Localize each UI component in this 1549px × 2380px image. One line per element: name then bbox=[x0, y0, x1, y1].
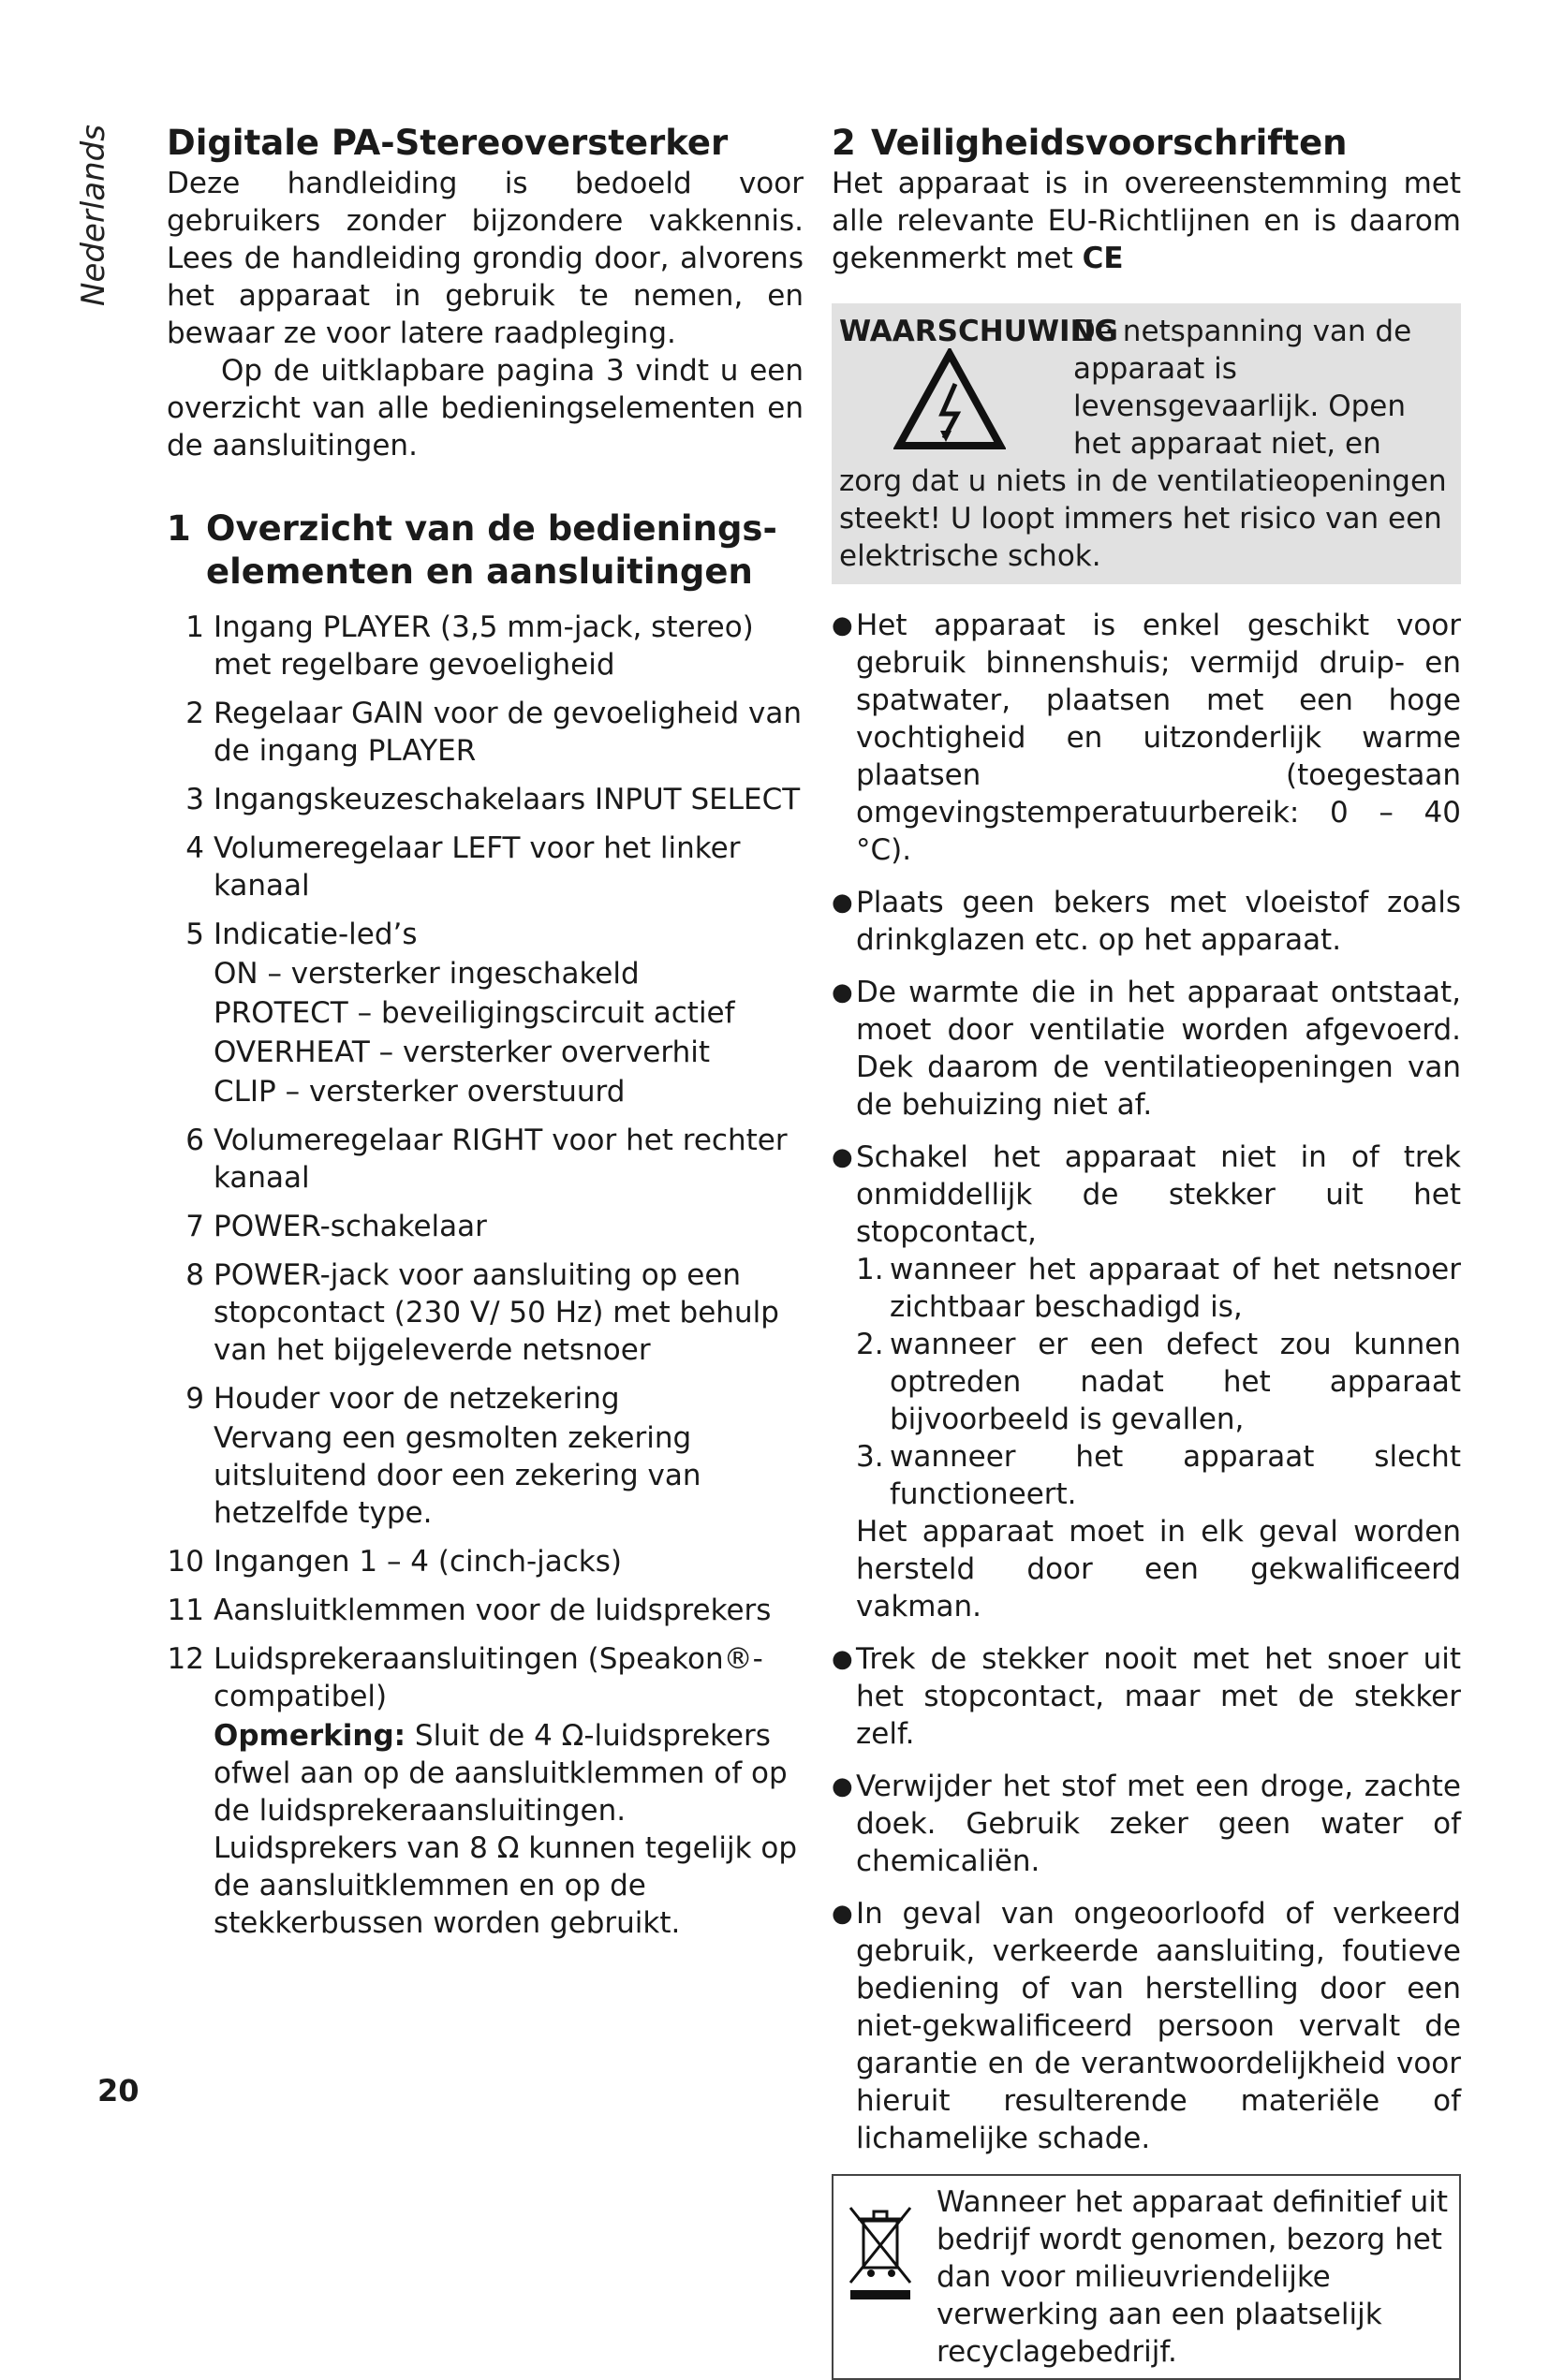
warning-box bbox=[832, 303, 1461, 584]
recycling-text: Wanneer het apparaat definitief uit bedrijf wordt genomen, bezorg het dan voor milieuvriendelijke verwerking aan een plaatselijk recyclagebedrijf. bbox=[937, 2185, 1449, 2369]
list-item bbox=[167, 830, 804, 904]
item-number: 3 bbox=[185, 783, 204, 816]
intro-paragraph: Deze handleiding is bedoeld voor gebruikers zonder bijzondere vakkennis. Lees de handleiding grondig door, alvorens het apparaat in gebruik te nemen, en bewaar ze voor latere raadpleging. bbox=[167, 167, 804, 350]
compliance-text: Het apparaat is in overeenstemming met alle relevante EU-Richtlijnen en is daarom gekenmerkt met bbox=[832, 167, 1461, 275]
led-description: OVERHEAT – versterker oververhit bbox=[214, 1036, 710, 1069]
item-number: 12 bbox=[167, 1642, 204, 1676]
bullet-icon: ● bbox=[832, 978, 853, 1006]
list-item bbox=[832, 974, 1461, 1124]
recycling-notice bbox=[832, 2174, 1461, 2380]
list-item bbox=[167, 1256, 804, 1369]
bullet-text: Trek de stekker nooit met het snoer uit het stopcontact, maar met de stekker zelf. bbox=[856, 1642, 1461, 1751]
bullet-icon: ● bbox=[832, 1143, 853, 1171]
item-content bbox=[214, 916, 804, 1110]
high-voltage-icon bbox=[893, 348, 1006, 451]
sublist-item bbox=[856, 1438, 1461, 1513]
bullet-text: Plaats geen bekers met vloeistof zoals drinkglazen etc. op het apparaat. bbox=[856, 886, 1461, 957]
list-item bbox=[167, 1592, 804, 1629]
fuse-instruction: Vervang een gesmolten zekering uitsluitend door een zekering van hetzelfde type. bbox=[214, 1421, 701, 1530]
bullet-text: Verwijder het stof met een droge, zachte doek. Gebruik zeker geen water of chemicaliën. bbox=[856, 1770, 1461, 1878]
sublist-number: 1. bbox=[856, 1253, 884, 1286]
left-column bbox=[167, 122, 804, 1953]
item-number: 11 bbox=[167, 1594, 204, 1627]
list-item bbox=[167, 1543, 804, 1580]
section-title: Veiligheidsvoorschriften bbox=[871, 123, 1348, 163]
section-1-heading bbox=[167, 507, 804, 594]
item-text: POWER-schakelaar bbox=[214, 1210, 487, 1243]
intro-paragraph-2: Op de uitklapbare pagina 3 vindt u een overzicht van alle bedieningselementen en de aansluitingen. bbox=[167, 354, 804, 463]
bullet-icon: ● bbox=[832, 1645, 853, 1673]
item-text: Aansluitklemmen voor de luidsprekers bbox=[214, 1594, 772, 1627]
item-text: Regelaar GAIN voor de gevoeligheid van de ingang PLAYER bbox=[214, 697, 802, 768]
item-number: 2 bbox=[185, 697, 204, 730]
led-description: ON – versterker ingeschakeld bbox=[214, 957, 640, 991]
list-item bbox=[832, 1768, 1461, 1880]
safety-list bbox=[832, 607, 1461, 2157]
item-number: 10 bbox=[167, 1545, 204, 1579]
list-item bbox=[832, 607, 1461, 869]
item-content bbox=[214, 1380, 804, 1532]
bullet-text: In geval van ongeoorloofd of verkeerd gebruik, verkeerde aansluiting, foutieve bediening of van herstelling door een niet-gekwalificeerd persoon vervalt de garantie en de verantwoordelijkheid voor hieruit resulterende materiële of lichamelijke schade. bbox=[856, 1897, 1461, 2155]
item-number: 4 bbox=[185, 831, 204, 865]
warning-label: WAARSCHUWING bbox=[839, 315, 1118, 348]
list-item bbox=[167, 781, 804, 818]
item-text: Indicatie-led’s bbox=[214, 918, 418, 951]
list-item bbox=[167, 695, 804, 770]
item-text: Ingangen 1 – 4 (cinch-jacks) bbox=[214, 1545, 622, 1579]
led-description: PROTECT – beveiligingscircuit actief bbox=[214, 996, 735, 1030]
sublist-item bbox=[856, 1251, 1461, 1326]
bullet-icon: ● bbox=[832, 1900, 853, 1928]
bullet-icon: ● bbox=[832, 611, 853, 639]
side-label-text: Nederlands bbox=[75, 125, 112, 306]
bullet-text: De warmte die in het apparaat ontstaat, moet door ventilatie worden afgevoerd. Dek daarom de ventilatieopeningen van de behuizing niet af. bbox=[856, 976, 1461, 1122]
page-number: 20 bbox=[97, 2073, 140, 2108]
item-number: 9 bbox=[185, 1382, 204, 1416]
bullet-icon: ● bbox=[832, 889, 853, 917]
list-item bbox=[167, 1122, 804, 1197]
crossed-bin-icon bbox=[843, 2183, 937, 2371]
warning-symbol bbox=[839, 313, 1118, 453]
sublist-number: 2. bbox=[856, 1328, 884, 1361]
warning-text: De netspanning van de apparaat is levensgevaarlijk. Open het apparaat niet, en zorg dat u niets in de ventilatieopeningen steekt! U loopt immers het risico van een elektrische schok. bbox=[839, 315, 1447, 573]
bullet-text: Schakel het apparaat niet in of trek onmiddellijk de stekker uit het stopcontact, bbox=[856, 1140, 1461, 1249]
bullet-content bbox=[856, 1139, 1461, 1625]
document-title: Digitale PA-Stereoversterker bbox=[167, 123, 729, 163]
sublist-text: wanneer het apparaat slecht functioneert. bbox=[890, 1440, 1461, 1511]
list-item bbox=[832, 1895, 1461, 2157]
section-number: 2 bbox=[832, 123, 856, 163]
list-item bbox=[167, 1208, 804, 1245]
item-number: 8 bbox=[185, 1258, 204, 1292]
section-2-heading bbox=[832, 122, 1461, 165]
item-text: Houder voor de netzekering bbox=[214, 1382, 620, 1416]
side-language-label bbox=[66, 89, 122, 342]
item-number: 5 bbox=[185, 918, 204, 951]
bullet-text: Het apparaat is enkel geschikt voor gebruik binnenshuis; vermijd druip- en spatwater, plaatsen met een hoge vochtigheid en uitzonderlijk warme plaatsen (toegestaan omgevingstemperatuurbereik: 0 – 40 °C). bbox=[856, 609, 1461, 867]
item-text: Ingangskeuzeschakelaars INPUT SELECT bbox=[214, 783, 801, 816]
list-item bbox=[167, 609, 804, 683]
right-column bbox=[832, 122, 1461, 2380]
section-number: 1 bbox=[167, 508, 191, 549]
item-text: Luidsprekeraansluitingen (Speakon®-compatibel) bbox=[214, 1642, 763, 1713]
sublist-text: wanneer er een defect zou kunnen optreden nadat het apparaat bijvoorbeeld is gevallen, bbox=[890, 1328, 1461, 1436]
controls-list bbox=[167, 609, 804, 1942]
item-number: 1 bbox=[185, 610, 204, 644]
note bbox=[214, 1717, 804, 1942]
item-text: Volumeregelaar RIGHT voor het rechter kanaal bbox=[214, 1124, 788, 1195]
list-item bbox=[832, 1640, 1461, 1753]
item-text: POWER-jack voor aansluiting op een stopcontact (230 V/ 50 Hz) met behulp van het bijgeleverde netsnoer bbox=[214, 1258, 779, 1367]
section-title: Overzicht van de bedieningselementen en aansluitingen bbox=[206, 508, 777, 592]
sublist-item bbox=[856, 1326, 1461, 1438]
item-text: Ingang PLAYER (3,5 mm-jack, stereo) met regelbare gevoeligheid bbox=[214, 610, 754, 682]
item-number: 6 bbox=[185, 1124, 204, 1157]
list-item bbox=[832, 1139, 1461, 1625]
bullet-icon: ● bbox=[832, 1772, 853, 1800]
list-item bbox=[167, 1640, 804, 1942]
sublist-number: 3. bbox=[856, 1440, 884, 1474]
sublist-text: wanneer het apparaat of het netsnoer zichtbaar beschadigd is, bbox=[890, 1253, 1461, 1324]
note-label: Opmerking: bbox=[214, 1719, 406, 1753]
list-item bbox=[167, 916, 804, 1110]
compliance-paragraph bbox=[832, 165, 1461, 277]
ce-mark-icon: CE bbox=[1082, 242, 1124, 275]
item-text: Volumeregelaar LEFT voor het linker kanaal bbox=[214, 831, 741, 903]
list-item bbox=[832, 884, 1461, 959]
led-description: CLIP – versterker overstuurd bbox=[214, 1075, 626, 1109]
numbered-sublist bbox=[856, 1251, 1461, 1513]
item-content bbox=[214, 1640, 804, 1942]
note-text: Sluit de 4 Ω-luidsprekers ofwel aan op de aansluitklemmen of op de luidsprekeraansluitingen. Luidsprekers van 8 Ω kunnen tegelijk op de aansluitklemmen en op de stekkerbussen worden gebruikt. bbox=[214, 1719, 798, 1940]
list-item bbox=[167, 1380, 804, 1532]
item-number: 7 bbox=[185, 1210, 204, 1243]
bullet-outro: Het apparaat moet in elk geval worden hersteld door een gekwalificeerd vakman. bbox=[856, 1515, 1461, 1623]
